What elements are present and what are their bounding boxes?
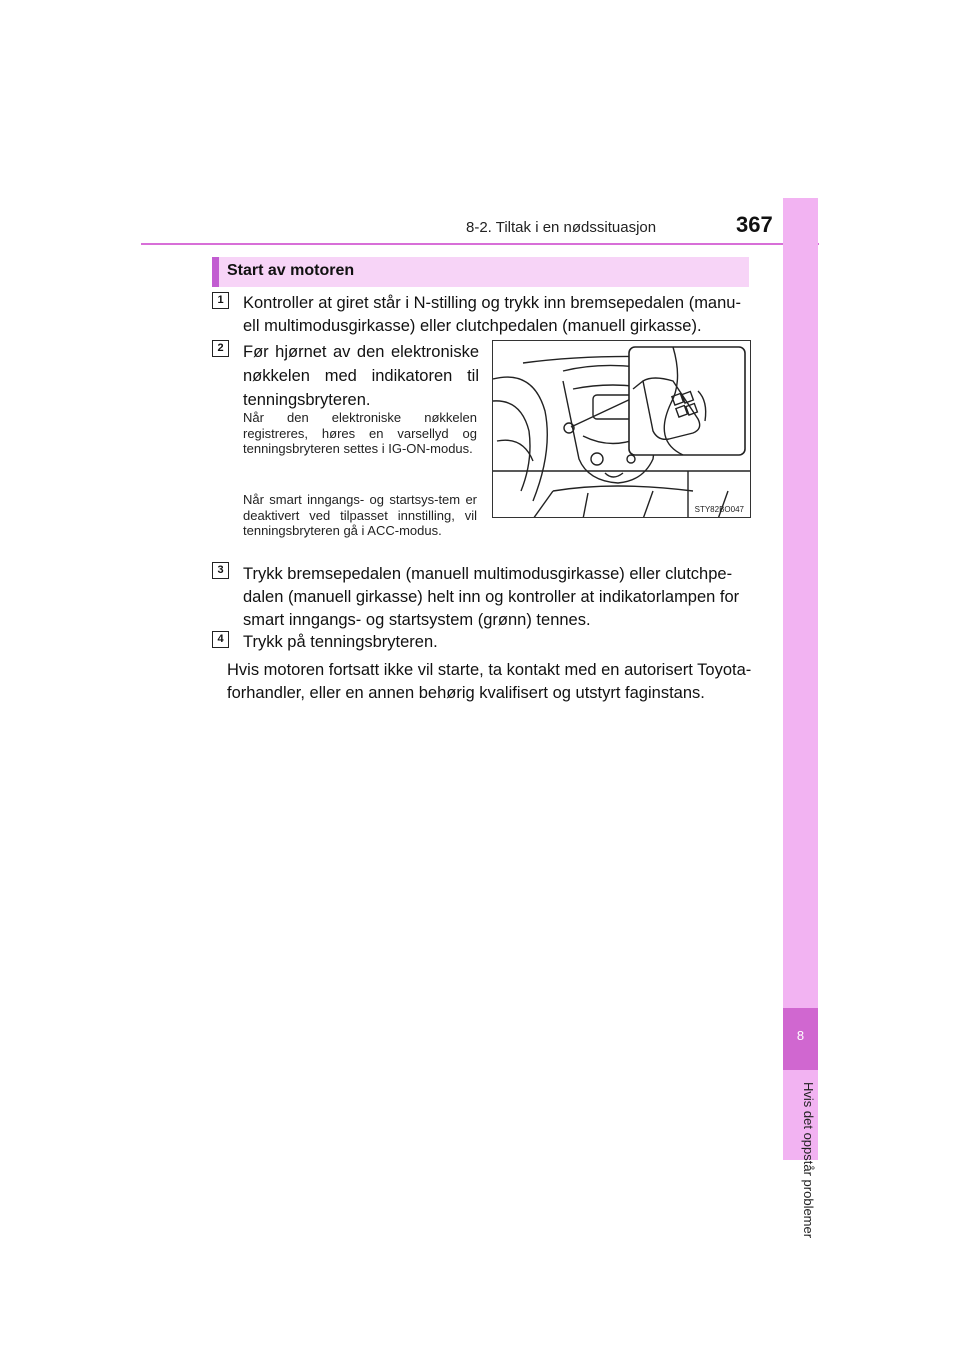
step-line: Trykk bremsepedalen (manuell multimodusgirkasse) eller clutchpe- xyxy=(243,565,733,583)
step-number-4: 4 xyxy=(212,631,229,648)
chapter-label: Hvis det oppstår problemer xyxy=(801,1082,816,1239)
illustration-ignition-key xyxy=(492,340,751,518)
step-number-3: 3 xyxy=(212,562,229,579)
step-2-note-1: Når den elektroniske nøkkelen registreres, høres en varsellyd og tenningsbryteren settes i IG-ON-modus. xyxy=(243,410,477,456)
step-line: Kontroller at giret står i N-stilling og trykk inn bremsepedalen (manu- xyxy=(243,294,741,312)
step-2-text xyxy=(243,341,479,412)
step-line: dalen (manuell girkasse) helt inn og kontroller at indikatorlampen for xyxy=(243,588,740,606)
step-line: tenningsbryteren. xyxy=(243,391,371,409)
dashboard-key-drawing xyxy=(493,341,751,518)
step-line: Trykk på tenningsbryteren. xyxy=(243,633,438,651)
section-title: 8-2. Tiltak i en nødssituasjon xyxy=(466,219,657,236)
step-line: nøkkelen med indikatoren til xyxy=(243,367,479,385)
step-number-1: 1 xyxy=(212,292,229,309)
chapter-number: 8 xyxy=(796,1028,805,1043)
step-line: Før hjørnet av den elektroniske xyxy=(243,343,479,361)
illustration-code: STY82BO047 xyxy=(694,505,744,514)
closing-line: Hvis motoren fortsatt ikke vil starte, ta kontakt med en autorisert Toyota- xyxy=(227,661,752,679)
step-2-note-2: Når smart inngangs- og startsys-tem er deaktivert ved tilpasset innstilling, vil tenningsbryteren gå i ACC-modus. xyxy=(243,492,477,538)
heading-accent xyxy=(212,257,219,287)
step-3-text xyxy=(243,563,753,632)
step-line: smart inngangs- og startsystem (grønn) tennes. xyxy=(243,611,591,629)
step-1-text xyxy=(243,292,753,338)
closing-line: forhandler, eller en annen behørig kvalifisert og utstyrt faginstans. xyxy=(227,684,705,702)
step-line: ell multimodusgirkasse) eller clutchpedalen (manuell girkasse). xyxy=(243,317,702,335)
page-number: 367 xyxy=(736,212,773,237)
step-number-2: 2 xyxy=(212,340,229,357)
closing-paragraph xyxy=(227,659,757,705)
step-4-text xyxy=(243,631,753,654)
header-divider xyxy=(141,243,819,245)
section-heading: Start av motoren xyxy=(227,262,355,279)
